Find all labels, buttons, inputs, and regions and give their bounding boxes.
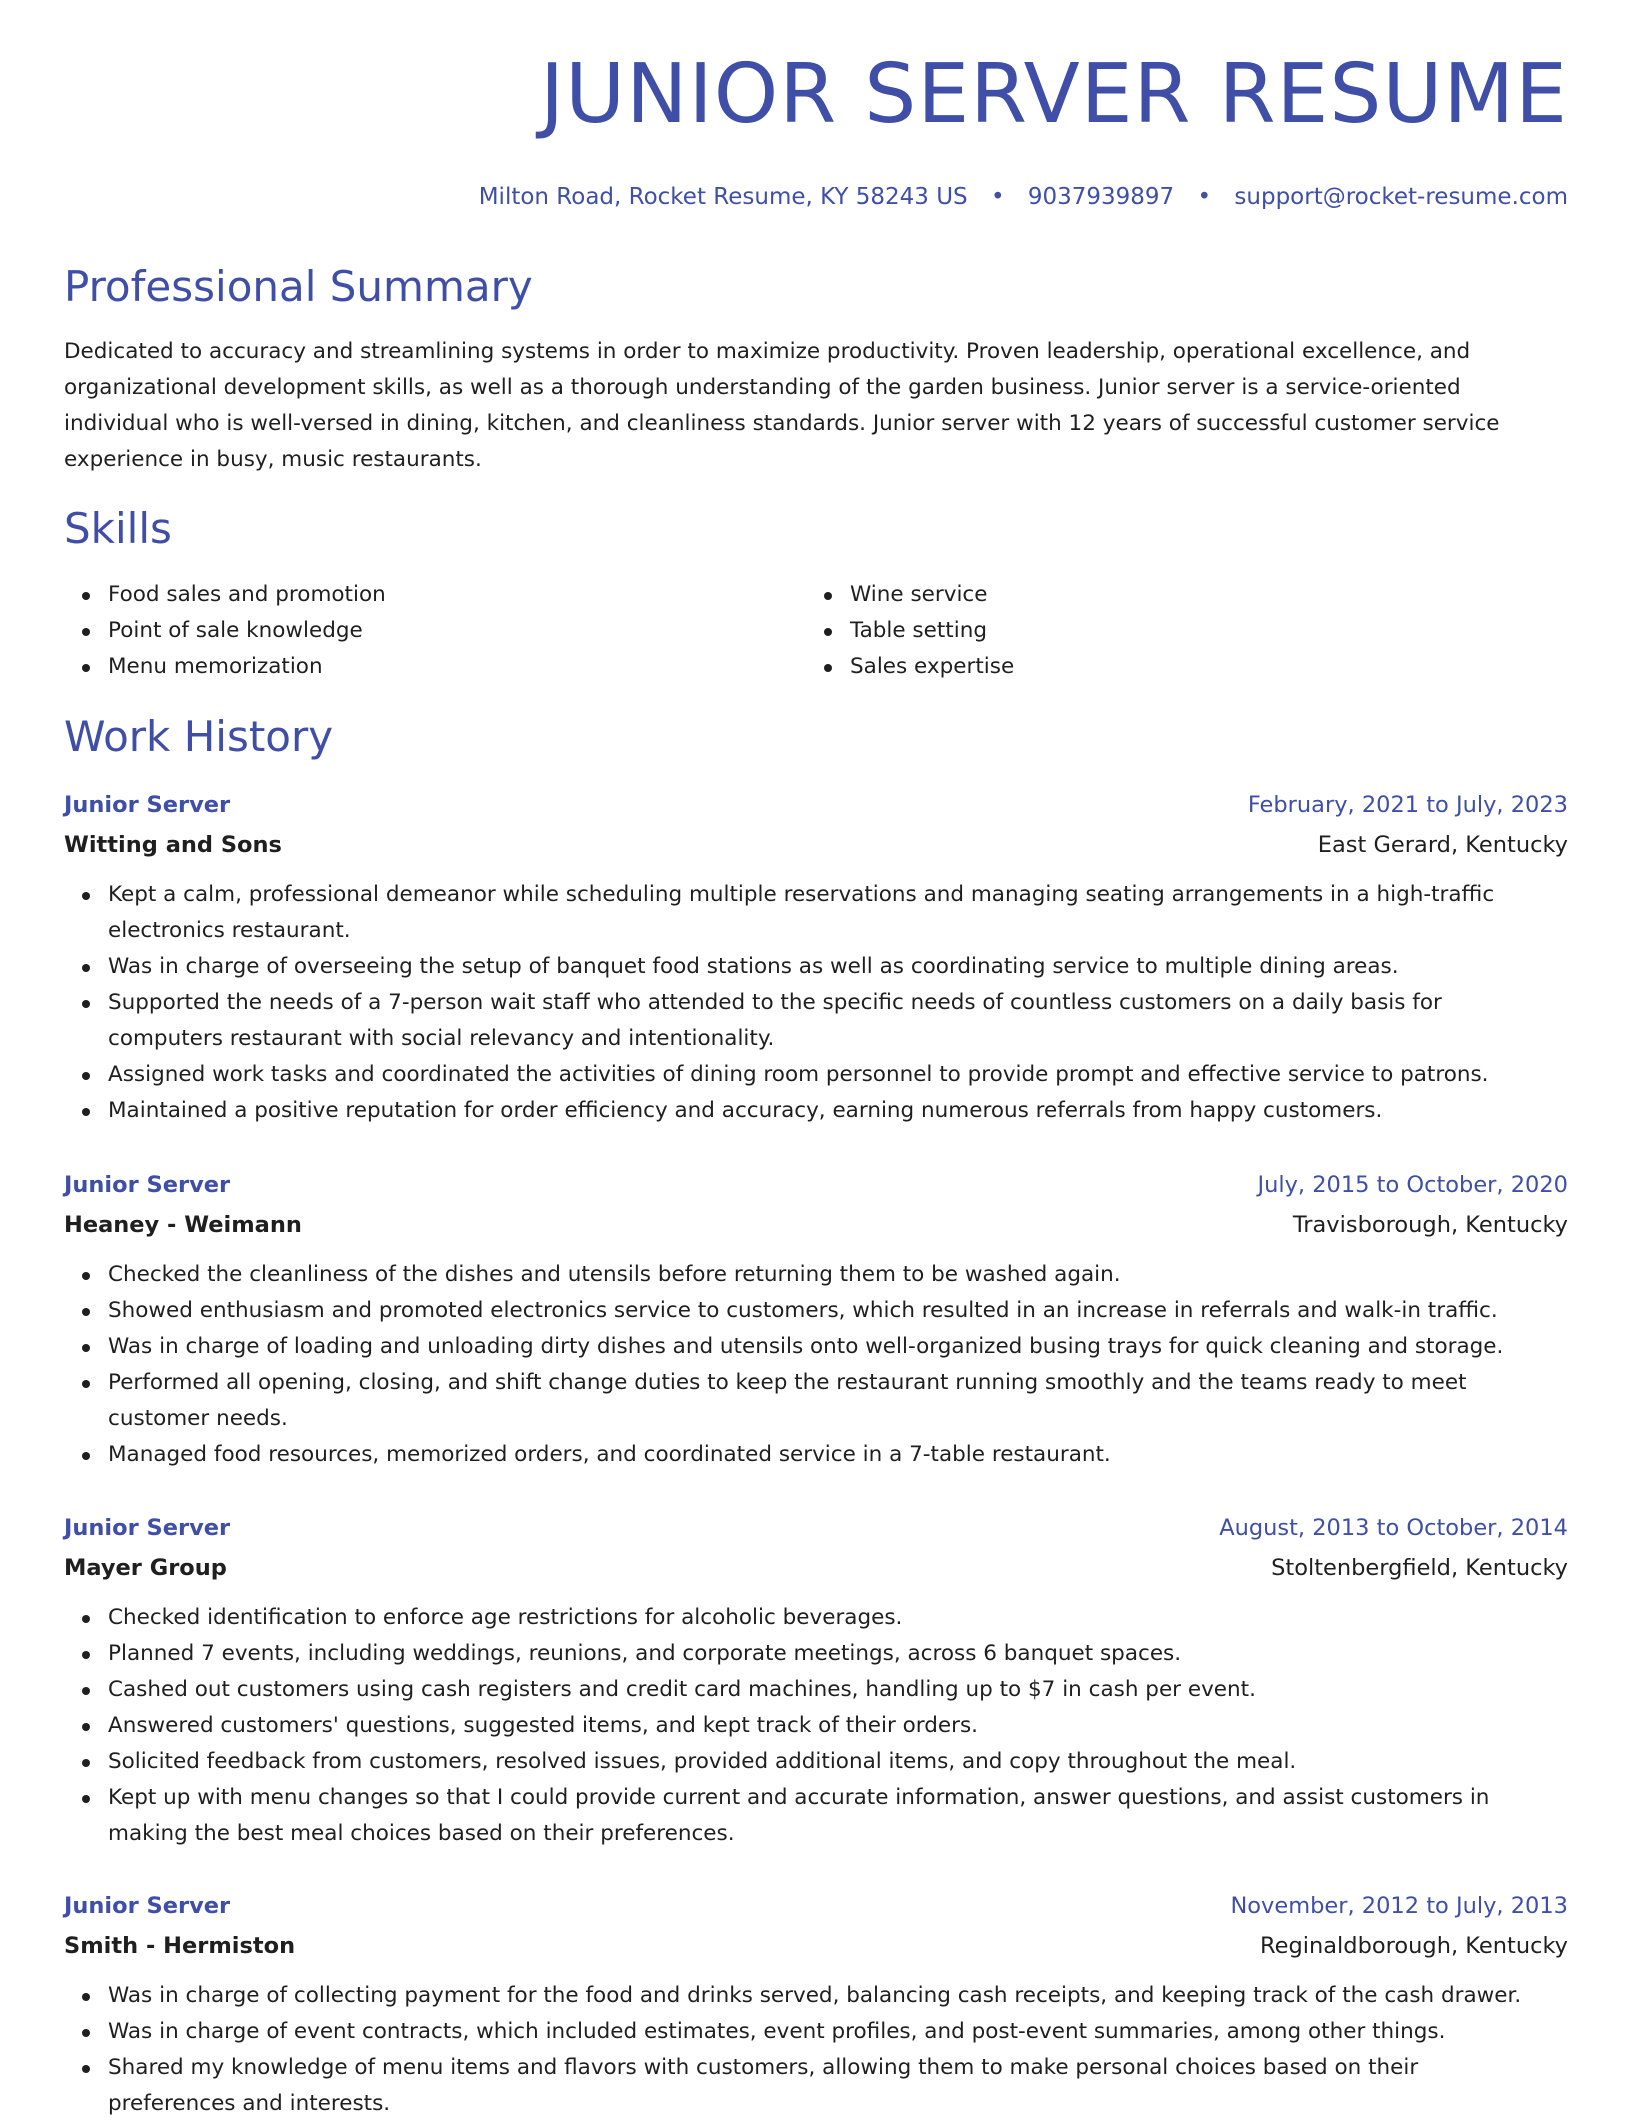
job-role: Junior Server [64, 1515, 231, 1541]
job-duty: Was in charge of collecting payment for the food and drinks served, balancing cash receipts, and keeping track of the cash drawer. [108, 1978, 1528, 2014]
job-entry [64, 1165, 1568, 1473]
job-duty: Managed food resources, memorized orders, and coordinated service in a 7-table restaurant. [108, 1437, 1528, 1473]
job-role: Junior Server [64, 792, 231, 818]
job-company: Mayer Group [64, 1555, 227, 1581]
job-dates: July, 2015 to October, 2020 [1257, 1172, 1568, 1198]
job-duty: Cashed out customers using cash registers and credit card machines, handling up to $7 in cash per event. [108, 1672, 1528, 1708]
job-duties [64, 1978, 1568, 2122]
job-role: Junior Server [64, 1893, 231, 1919]
contact-phone: 9037939897 [1027, 184, 1175, 210]
work-history-heading: Work History [64, 712, 334, 761]
contact-line [479, 181, 1568, 213]
job-duty: Was in charge of overseeing the setup of banquet food stations as well as coordinating service to multiple dining areas. [108, 949, 1528, 985]
job-duty: Checked identification to enforce age restrictions for alcoholic beverages. [108, 1600, 1528, 1636]
job-role: Junior Server [64, 1172, 231, 1198]
job-duty: Was in charge of event contracts, which included estimates, event profiles, and post-event summaries, among other things. [108, 2014, 1528, 2050]
skill-item: Menu memorization [108, 649, 806, 685]
job-duty: Supported the needs of a 7-person wait staff who attended to the specific needs of countless customers on a daily basis for computers restaurant with social relevancy and intentionality. [108, 985, 1528, 1057]
summary-text: Dedicated to accuracy and streamlining systems in order to maximize productivity. Proven leadership, operational excellence, and organizational development skills, as well as a thorough understanding of the garden business. Junior server is a service-oriented individual who is well-versed in dining, kitchen, and cleanliness standards. Junior server with 12 years of successful customer service experience in busy, music restaurants. [64, 339, 1500, 472]
job-entry [64, 785, 1568, 1129]
job-location: Stoltenbergfield, Kentucky [1271, 1555, 1568, 1581]
job-duty: Maintained a positive reputation for order efficiency and accuracy, earning numerous referrals from happy customers. [108, 1093, 1528, 1129]
job-duties [64, 877, 1568, 1129]
contact-separator: • [990, 184, 1005, 210]
skill-item: Table setting [850, 613, 1014, 649]
job-company: Heaney - Weimann [64, 1212, 302, 1238]
skills-column-right [806, 577, 1014, 685]
job-company: Witting and Sons [64, 832, 282, 858]
skills-list [64, 577, 1568, 685]
job-duty: Showed enthusiasm and promoted electronics service to customers, which resulted in an increase in referrals and walk-in traffic. [108, 1293, 1528, 1329]
job-dates: February, 2021 to July, 2023 [1247, 792, 1568, 818]
job-duty: Kept up with menu changes so that I could provide current and accurate information, answer questions, and assist customers in making the best meal choices based on their preferences. [108, 1780, 1528, 1852]
job-duty: Shared my knowledge of menu items and flavors with customers, allowing them to make personal choices based on their preferences and interests. [108, 2050, 1528, 2122]
skill-item: Sales expertise [850, 649, 1014, 685]
job-duty: Was in charge of loading and unloading dirty dishes and utensils onto well-organized busing trays for quick cleaning and storage. [108, 1329, 1528, 1365]
job-duties [64, 1600, 1568, 1852]
job-location: East Gerard, Kentucky [1317, 832, 1568, 858]
job-duty: Performed all opening, closing, and shift change duties to keep the restaurant running smoothly and the teams ready to meet customer needs. [108, 1365, 1528, 1437]
contact-email: support@rocket-resume.com [1234, 184, 1568, 210]
job-duty: Kept a calm, professional demeanor while scheduling multiple reservations and managing seating arrangements in a high-traffic electronics restaurant. [108, 877, 1528, 949]
job-entry [64, 1508, 1568, 1852]
job-dates: November, 2012 to July, 2013 [1230, 1893, 1568, 1919]
job-duty: Answered customers' questions, suggested items, and kept track of their orders. [108, 1708, 1528, 1744]
job-duty: Assigned work tasks and coordinated the activities of dining room personnel to provide prompt and effective service to patrons. [108, 1057, 1528, 1093]
skills-column-left [64, 577, 806, 685]
job-dates: August, 2013 to October, 2014 [1219, 1515, 1568, 1541]
job-entry [64, 1886, 1568, 2122]
summary-heading: Professional Summary [64, 262, 533, 311]
skill-item: Point of sale knowledge [108, 613, 806, 649]
skill-item: Wine service [850, 577, 1014, 613]
job-location: Reginaldborough, Kentucky [1260, 1933, 1568, 1959]
resume-title: JUNIOR SERVER RESUME [539, 47, 1568, 142]
job-duty: Solicited feedback from customers, resolved issues, provided additional items, and copy throughout the meal. [108, 1744, 1528, 1780]
job-duties [64, 1257, 1568, 1473]
job-location: Travisborough, Kentucky [1292, 1212, 1568, 1238]
contact-separator: • [1197, 184, 1212, 210]
contact-address: Milton Road, Rocket Resume, KY 58243 US [478, 184, 968, 210]
job-duty: Planned 7 events, including weddings, reunions, and corporate meetings, across 6 banquet spaces. [108, 1636, 1528, 1672]
job-duty: Checked the cleanliness of the dishes and utensils before returning them to be washed again. [108, 1257, 1528, 1293]
job-company: Smith - Hermiston [64, 1933, 296, 1959]
skills-heading: Skills [64, 504, 172, 553]
skill-item: Food sales and promotion [108, 577, 806, 613]
